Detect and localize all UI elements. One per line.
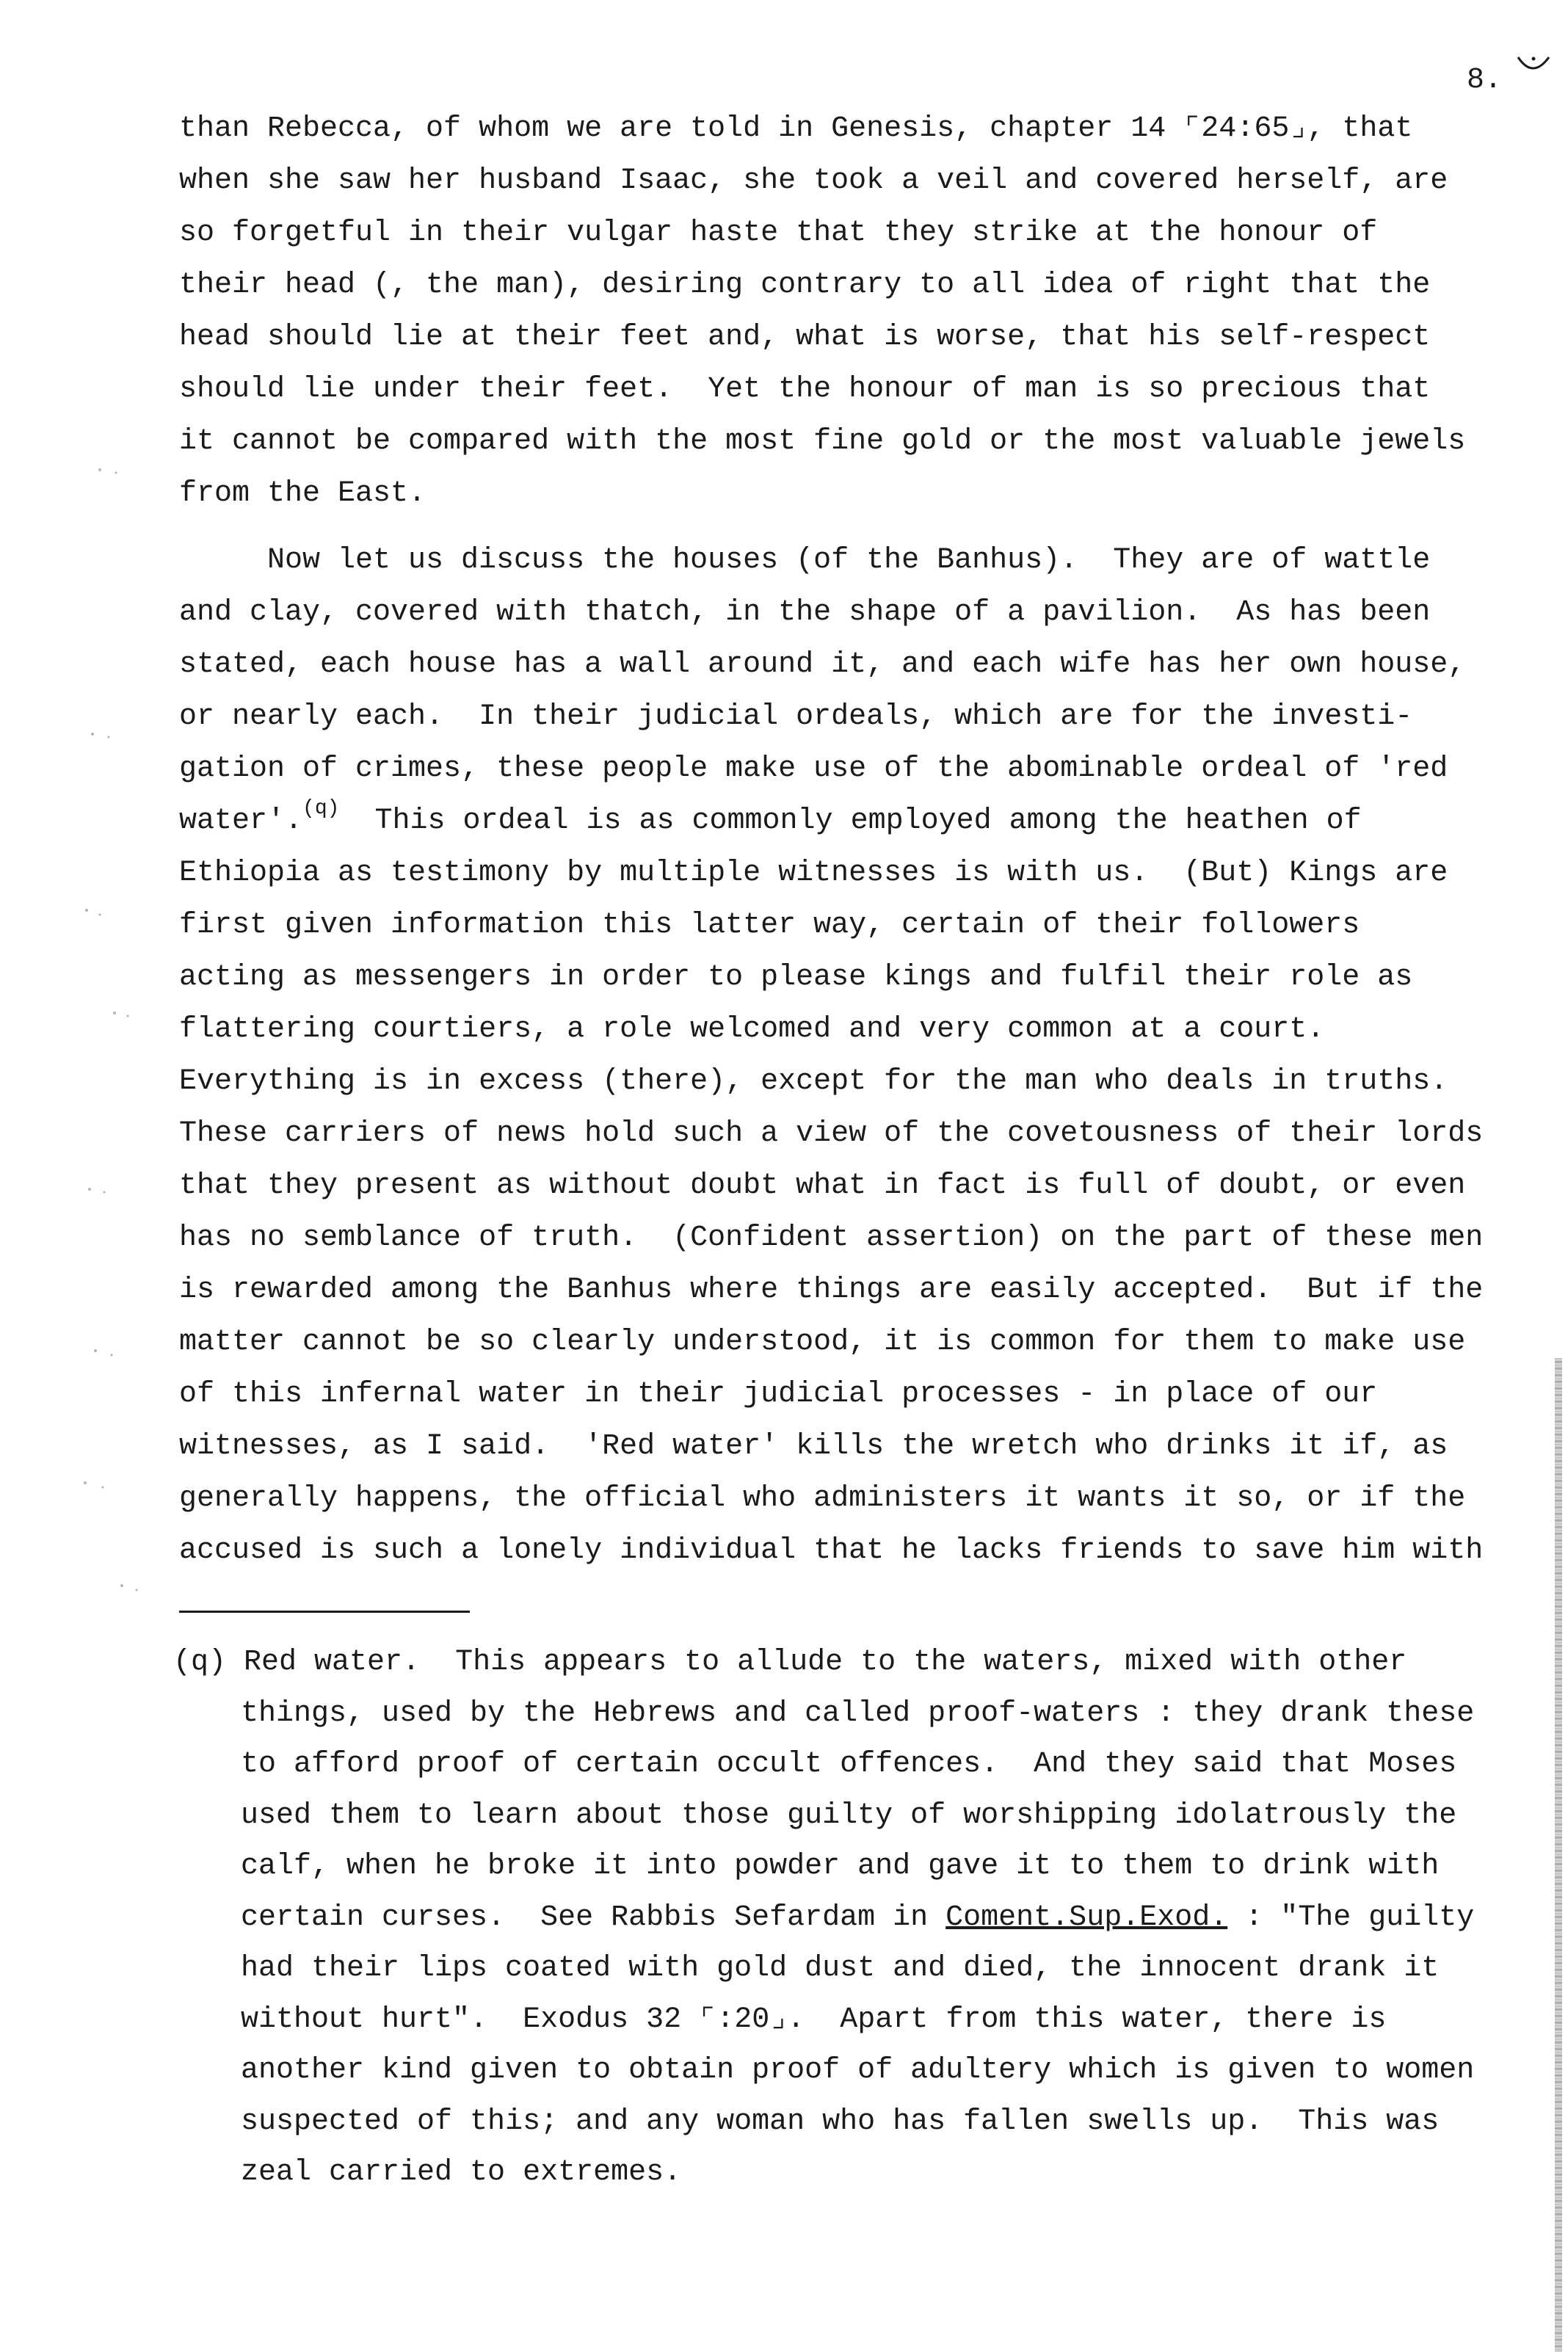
page-number: 8. xyxy=(1467,64,1503,97)
body-line xyxy=(179,847,1486,899)
body-line xyxy=(179,691,1486,743)
corner-scan-mark xyxy=(1512,44,1553,85)
footnote-line-text: things, used by the Hebrews and called proof-waters : they drank these xyxy=(241,1696,1475,1730)
body-line-text: Now let us discuss the houses (of the Banhus). They are of wattle xyxy=(267,544,1431,577)
body-line-text: that they present as without doubt what in fact is full of doubt, or even xyxy=(179,1169,1466,1202)
body-line xyxy=(179,259,1486,311)
paragraph-break xyxy=(179,520,1486,534)
body-line-text: than Rebecca, of whom we are told in Genesis, chapter 14 ⌜24:65⌟, that xyxy=(179,112,1413,145)
margin-scan-specks xyxy=(70,440,173,1615)
footnote-line xyxy=(173,1790,1495,1842)
body-line-text: head should lie at their feet and, what is worse, that his self-respect xyxy=(179,321,1431,354)
body-line-text: Everything is in excess (there), except for the man who deals in truths. xyxy=(179,1065,1448,1098)
body-line xyxy=(179,468,1486,520)
body-line-text: when she saw her husband Isaac, she took a veil and covered herself, are xyxy=(179,164,1448,197)
body-line xyxy=(179,899,1486,951)
body-line xyxy=(179,207,1486,259)
footnote-line xyxy=(173,1943,1495,1995)
body-line xyxy=(179,363,1486,415)
body-line-text: generally happens, the official who administers it wants it so, or if the xyxy=(179,1482,1466,1515)
footnote-line-text: zeal carried to extremes. xyxy=(241,2156,682,2189)
footnote-line xyxy=(173,2147,1495,2199)
body-line xyxy=(179,1108,1486,1160)
body-line xyxy=(179,155,1486,207)
body-line-text: their head (, the man), desiring contrary to all idea of right that the xyxy=(179,269,1431,302)
body-line-text: has no semblance of truth. (Confident assertion) on the part of these men xyxy=(179,1222,1484,1255)
body-line-text: water'. xyxy=(179,805,303,838)
body-line xyxy=(179,1160,1486,1212)
body-line xyxy=(179,534,1486,587)
body-line xyxy=(179,311,1486,363)
body-line-text: flattering courtiers, a role welcomed and very common at a court. xyxy=(179,1013,1325,1046)
footnote-line-text: (q) Red water. This appears to allude to the waters, mixed with other xyxy=(173,1646,1407,1679)
body-line xyxy=(179,587,1486,639)
body-line-text: matter cannot be so clearly understood, it is common for them to make use xyxy=(179,1326,1466,1359)
body-line xyxy=(179,639,1486,691)
body-line xyxy=(179,795,1486,847)
body-line xyxy=(179,1420,1486,1473)
body-line xyxy=(179,1368,1486,1420)
body-line xyxy=(179,1525,1486,1577)
footnote-section xyxy=(173,1637,1495,2199)
footnote-line-text: calf, when he broke it into powder and gave it to them to drink with xyxy=(241,1850,1440,1883)
footnote-line-text: certain curses. See Rabbis Sefardam in xyxy=(241,1901,946,1934)
body-line xyxy=(179,951,1486,1003)
body-line-text: and clay, covered with thatch, in the shape of a pavilion. As has been xyxy=(179,596,1431,629)
footnote-line-text: used them to learn about those guilty of worshipping idolatrously the xyxy=(241,1799,1457,1832)
body-line xyxy=(179,1316,1486,1368)
footnote-line-text: to afford proof of certain occult offences. And they said that Moses xyxy=(241,1748,1457,1781)
body-line-text: should lie under their feet. Yet the honour of man is so precious that xyxy=(179,373,1431,406)
body-line-text: gation of crimes, these people make use of the abominable ordeal of 'red xyxy=(179,752,1448,785)
body-text xyxy=(179,103,1486,1577)
footnote-line-text: suspected of this; and any woman who has fallen swells up. This was xyxy=(241,2105,1440,2138)
footnote-line-text: had their lips coated with gold dust and died, the innocent drank it xyxy=(241,1952,1440,1985)
footnote-line xyxy=(173,2097,1495,2148)
body-line-text: from the East. xyxy=(179,477,427,510)
footnote-line-text: another kind given to obtain proof of adultery which is given to women xyxy=(241,2054,1475,2087)
footnote-ref-mark: (q) xyxy=(302,797,340,820)
body-line xyxy=(179,1473,1486,1525)
body-line-text: it cannot be compared with the most fine gold or the most valuable jewels xyxy=(179,425,1466,458)
body-line xyxy=(179,1056,1486,1108)
scan-edge-artifact xyxy=(1555,1358,1562,2352)
footnote-divider xyxy=(179,1611,470,1613)
body-line-text: stated, each house has a wall around it, and each wife has her own house, xyxy=(179,648,1466,681)
footnote-line xyxy=(173,1739,1495,1790)
footnote-line xyxy=(173,2045,1495,2097)
footnote-line xyxy=(173,1637,1495,1688)
body-line-text: Ethiopia as testimony by multiple witnesses is with us. (But) Kings are xyxy=(179,857,1448,890)
body-line xyxy=(179,1264,1486,1316)
footnote-line-text: without hurt". Exodus 32 ⌜:20⌟. Apart from this water, there is xyxy=(241,2003,1387,2036)
body-line xyxy=(179,1003,1486,1056)
footnote-line-text-cont: : "The guilty xyxy=(1227,1901,1475,1934)
body-line xyxy=(179,1212,1486,1264)
body-line-text: or nearly each. In their judicial ordeals, which are for the investi- xyxy=(179,700,1413,733)
footnote-line xyxy=(173,1892,1495,1944)
footnote-citation-title: Coment.Sup.Exod. xyxy=(945,1901,1228,1934)
body-line xyxy=(179,103,1486,155)
body-line-text: first given information this latter way, certain of their followers xyxy=(179,909,1360,942)
body-line-text: acting as messengers in order to please kings and fulfil their role as xyxy=(179,961,1413,994)
body-line-text: witnesses, as I said. 'Red water' kills the wretch who drinks it if, as xyxy=(179,1430,1448,1463)
body-line-text: accused is such a lonely individual that he lacks friends to save him with xyxy=(179,1534,1484,1567)
body-line xyxy=(179,415,1486,468)
footnote-line xyxy=(173,1995,1495,2046)
body-line-text: so forgetful in their vulgar haste that they strike at the honour of xyxy=(179,217,1378,250)
body-line-text-cont: This ordeal is as commonly employed among the heathen of xyxy=(339,805,1362,838)
footnote-line xyxy=(173,1841,1495,1892)
body-line-text: is rewarded among the Banhus where things are easily accepted. But if the xyxy=(179,1274,1484,1307)
body-line-text: of this infernal water in their judicial processes - in place of our xyxy=(179,1378,1378,1411)
footnote-line xyxy=(173,1688,1495,1740)
body-line-text: These carriers of news hold such a view of the covetousness of their lords xyxy=(179,1117,1484,1150)
body-line xyxy=(179,743,1486,795)
